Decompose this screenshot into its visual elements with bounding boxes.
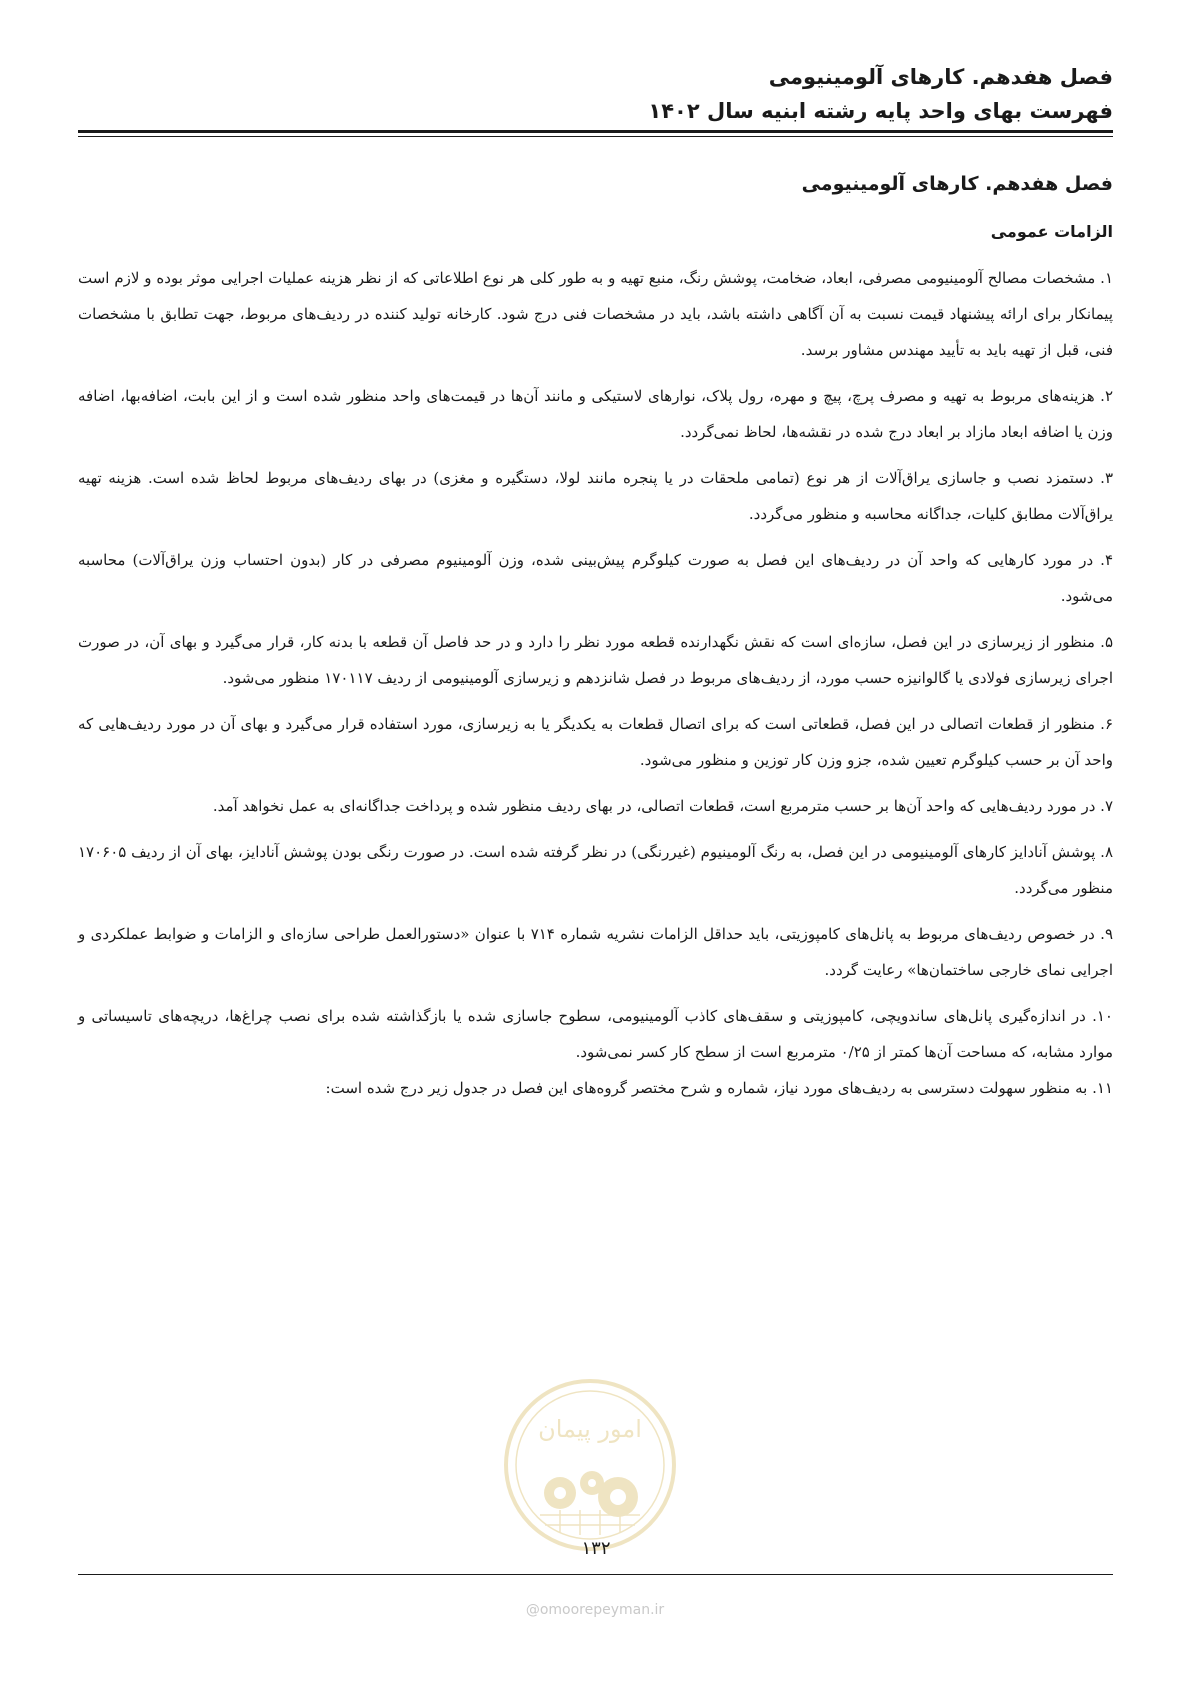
section-title: فصل هفدهم. کارهای آلومینیومی [801, 173, 1113, 195]
header-rule-thin [78, 136, 1113, 137]
paragraph-7: ۷. در مورد ردیف‌هایی که واحد آن‌ها بر حسب مترمربع است، قطعات اتصالی، در بهای ردیف منظور شده و پرداخت جداگانه‌ای به عمل نخواهد آمد. [212, 797, 1113, 815]
paragraph-1: ۱. مشخصات مصالح آلومینیومی مصرفی، ابعاد، ضخامت، پوشش رنگ، منبع تهیه و به طور کلی هر نوع اطلاعاتی که از نظر هزینه عملیات اجرایی موثر بوده و لازم است پیمانکار برای ارائه پیشنهاد قیمت نسبت به آن آگاهی داشته باشد، باید در مشخصات فنی درج شود. کارخانه تولید کننده در ردیف‌های مربوط، جهت تطابق با مشخصات فنی، قبل از تهیه باید به تأیید مهندس مشاور برسد. [78, 269, 1113, 359]
paragraph-10: ۱۰. در اندازه‌گیری پانل‌های ساندویچی، کامپوزیتی و سقف‌های کاذب آلومینیومی، سطوح جاسازی شده یا بازگذاشته شده برای نصب چراغ‌ها، دریچه‌های تاسیساتی و موارد مشابه، که مساحت آن‌ها کمتر از ۰/۲۵ مترمربع است از سطح کار کسر نمی‌شود. [78, 1007, 1113, 1061]
section-subtitle: الزامات عمومی [990, 222, 1113, 241]
watermark-logo-text: امور پیمان [538, 1415, 642, 1443]
header-book-title: فهرست بهای واحد پایه رشته ابنیه سال ۱۴۰۲ [648, 99, 1113, 123]
header-chapter-title: فصل هفدهم. کارهای آلومینیومی [768, 65, 1113, 89]
paragraph-3: ۳. دستمزد نصب و جاسازی یراق‌آلات از هر نوع (تمامی ملحقات در یا پنجره مانند لولا، دستگیره و مغزی) در بهای ردیف‌های مربوط لحاظ شده است. هزینه تهیه یراق‌آلات مطابق کلیات، جداگانه محاسبه و منظور می‌گردد. [78, 469, 1113, 523]
paragraph-5: ۵. منظور از زیرسازی در این فصل، سازه‌ای است که نقش نگهدارنده قطعه مورد نظر را دارد و در حد فاصل آن قطعه با بدنه کار، قرار می‌گیرد و بهای آن، در صورت اجرای زیرسازی فولادی یا گالوانیزه حسب مورد، از ردیف‌های مربوط در فصل شانزدهم و زیرسازی آلومینیومی از ردیف ۱۷۰۱۱۷ منظور می‌شود. [78, 633, 1113, 687]
page-content [78, 168, 1113, 1116]
seal-logo-icon [500, 1375, 680, 1555]
header-rule-thick [78, 130, 1113, 133]
paragraph-8: ۸. پوشش آنادایز کارهای آلومینیومی در این فصل، به رنگ آلومینیوم (غیررنگی) در نظر گرفته شده است. در صورت رنگی بودن پوشش آنادایز، بهای آن از ردیف ۱۷۰۶۰۵ منظور می‌گردد. [78, 843, 1113, 897]
paragraph-2: ۲. هزینه‌های مربوط به تهیه و مصرف پرچ، پیچ و مهره، رول پلاک، نوارهای لاستیکی و مانند آن‌ها در قیمت‌های واحد منظور شده است و از این بابت، اضافه‌بها، اضافه وزن یا اضافه ابعاد مازاد بر ابعاد درج شده در نقشه‌ها، لحاظ نمی‌گردد. [78, 387, 1113, 441]
page-number: ۱۳۲ [581, 1538, 611, 1559]
paragraph-9: ۹. در خصوص ردیف‌های مربوط به پانل‌های کامپوزیتی، باید حداقل الزامات نشریه شماره ۷۱۴ با عنوان «دستورالعمل طراحی سازه‌ای و الزامات و ضوابط عملکردی و اجرایی نمای خارجی ساختمان‌ها» رعایت گردد. [78, 925, 1113, 979]
paragraph-4: ۴. در مورد کارهایی که واحد آن در ردیف‌های این فصل به صورت کیلوگرم پیش‌بینی شده، وزن آلومینیوم مصرفی در کار (بدون احتساب وزن یراق‌آلات) محاسبه می‌شود. [78, 551, 1113, 605]
paragraph-6: ۶. منظور از قطعات اتصالی در این فصل، قطعاتی است که برای اتصال قطعات به یکدیگر یا به زیرسازی، مورد استفاده قرار می‌گیرد و بهای آن در مورد ردیف‌هایی که واحد آن بر حسب کیلوگرم تعیین شده، جزو وزن کار توزین و منظور می‌شود. [78, 715, 1113, 769]
footer-rule [78, 1574, 1113, 1575]
page-header [78, 60, 1113, 128]
paragraph-11: ۱۱. به منظور سهولت دسترسی به ردیف‌های مورد نیاز، شماره و شرح مختصر گروه‌های این فصل در جدول زیر درج شده است: [325, 1079, 1113, 1097]
footer-website: @omoorepeyman.ir [525, 1602, 665, 1618]
